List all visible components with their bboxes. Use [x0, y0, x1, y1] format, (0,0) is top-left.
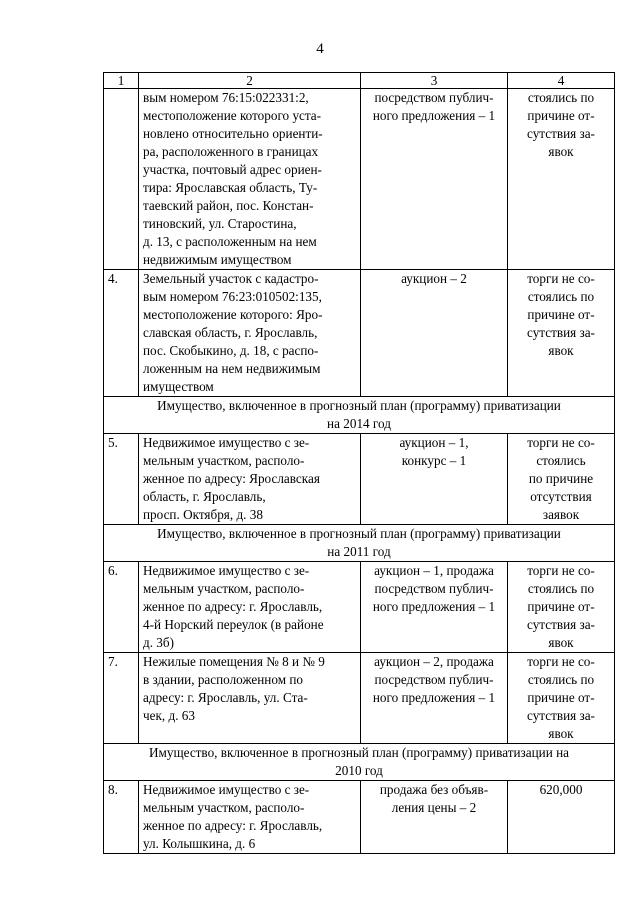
method-line: аукцион – 1, продажа: [374, 563, 494, 578]
section-heading-row: [104, 525, 615, 562]
sale-result: [508, 653, 615, 744]
description-line: таевский район, пос. Констан-: [143, 198, 314, 213]
row-number: [104, 89, 139, 270]
description-line: чек, д. 63: [143, 708, 195, 723]
description-line: ложенным на нем недвижимым: [143, 361, 321, 376]
method-line: конкурс – 1: [401, 453, 467, 468]
result-line: стоялись по: [527, 581, 595, 596]
description-line: д. 3б): [143, 635, 174, 650]
description-line: вым номером 76:23:010502:135,: [143, 289, 322, 304]
sale-method: [361, 434, 508, 525]
description-line: мельным участком, располо-: [143, 800, 305, 815]
description-line: ул. Колышкина, д. 6: [143, 836, 256, 851]
description-line: в здании, расположенном по: [143, 672, 303, 687]
section-heading-line: Имущество, включенное в прогнозный план (программу) приватизации на: [149, 745, 569, 760]
section-heading-line: на 2014 год: [327, 416, 391, 431]
column-number-2: 2: [139, 73, 361, 89]
description-line: адресу: г. Ярославль, ул. Ста-: [143, 690, 308, 705]
result-line: причине от-: [527, 307, 595, 322]
table-row: [104, 89, 615, 270]
method-line: посредством публич-: [374, 90, 494, 105]
result-line: торги не со-: [527, 271, 595, 286]
description-line: недвижимым имуществом: [143, 252, 292, 267]
section-heading-row: [104, 744, 615, 781]
sale-method: [361, 781, 508, 854]
section-heading-row: [104, 397, 615, 434]
method-line: аукцион – 2, продажа: [374, 654, 494, 669]
result-line: стоялись по: [527, 289, 595, 304]
table-row: [104, 434, 615, 525]
description-line: женное по адресу: г. Ярославль,: [143, 599, 323, 614]
table-row: [104, 270, 615, 397]
property-description: [139, 89, 361, 270]
description-line: Недвижимое имущество с зе-: [143, 435, 310, 450]
column-number-1: 1: [104, 73, 139, 89]
description-line: местоположение которого: Яро-: [143, 307, 323, 322]
property-description: [139, 781, 361, 854]
section-heading-line: 2010 год: [335, 763, 383, 778]
section-heading: [104, 525, 615, 562]
result-line: по причине: [528, 471, 594, 486]
property-description: [139, 653, 361, 744]
table-row: [104, 562, 615, 653]
description-line: тира: Ярославская область, Ту-: [143, 180, 318, 195]
result-line: причине от-: [527, 108, 595, 123]
result-line: явок: [548, 343, 574, 358]
sale-method: [361, 653, 508, 744]
section-heading: [104, 744, 615, 781]
result-line: стоялись по: [527, 90, 595, 105]
result-line: стоялись по: [527, 672, 595, 687]
result-line: сутствия за-: [527, 325, 595, 340]
property-description: [139, 434, 361, 525]
result-line: причине от-: [527, 599, 595, 614]
sale-method: [361, 270, 508, 397]
description-line: Недвижимое имущество с зе-: [143, 782, 310, 797]
result-line: сутствия за-: [527, 617, 595, 632]
description-line: женное по адресу: г. Ярославль,: [143, 818, 323, 833]
method-line: ного предложения – 1: [372, 690, 496, 705]
method-line: аукцион – 1,: [399, 435, 469, 450]
description-line: область, г. Ярославль,: [143, 489, 266, 504]
sale-result: [508, 270, 615, 397]
description-line: славская область, г. Ярославль,: [143, 325, 318, 340]
description-line: Нежилые помещения № 8 и № 9: [143, 654, 325, 669]
result-line: явок: [548, 726, 574, 741]
description-line: тиновский, ул. Старостина,: [143, 216, 297, 231]
description-line: имуществом: [143, 379, 214, 394]
result-line: заявок: [542, 507, 580, 522]
description-line: пос. Скобыкино, д. 18, с распо-: [143, 343, 319, 358]
description-line: просп. Октября, д. 38: [143, 507, 263, 522]
description-line: ра, расположенного в границах: [143, 144, 319, 159]
description-line: вым номером 76:15:022331:2,: [143, 90, 309, 105]
result-line: причине от-: [527, 690, 595, 705]
result-line: 620,000: [539, 782, 583, 797]
result-line: торги не со-: [527, 435, 595, 450]
description-line: 4-й Норский переулок (в районе: [143, 617, 324, 632]
method-line: ного предложения – 1: [372, 599, 496, 614]
sale-result: [508, 781, 615, 854]
result-line: торги не со-: [527, 654, 595, 669]
row-number: 4.: [104, 270, 139, 397]
section-heading: [104, 397, 615, 434]
sale-method: [361, 89, 508, 270]
description-line: Недвижимое имущество с зе-: [143, 563, 310, 578]
method-line: посредством публич-: [374, 581, 494, 596]
result-line: сутствия за-: [527, 708, 595, 723]
row-number: 8.: [104, 781, 139, 854]
property-description: [139, 270, 361, 397]
description-line: местоположение которого уста-: [143, 108, 322, 123]
table-row: [104, 781, 615, 854]
privatization-table: [103, 72, 615, 854]
result-line: торги не со-: [527, 563, 595, 578]
row-number: 6.: [104, 562, 139, 653]
result-line: сутствия за-: [527, 126, 595, 141]
table-row: [104, 653, 615, 744]
result-line: отсутствия: [530, 489, 592, 504]
method-line: продажа без объяв-: [379, 782, 489, 797]
method-line: аукцион – 2: [401, 271, 467, 286]
section-heading-line: на 2011 год: [327, 544, 391, 559]
description-line: новлено относительно ориенти-: [143, 126, 323, 141]
column-number-3: 3: [361, 73, 508, 89]
page-number: 4: [316, 41, 324, 57]
section-heading-line: Имущество, включенное в прогнозный план (программу) приватизации: [157, 398, 561, 413]
result-line: явок: [548, 144, 574, 159]
method-line: ного предложения – 1: [372, 108, 496, 123]
description-line: мельным участком, располо-: [143, 581, 305, 596]
row-number: 5.: [104, 434, 139, 525]
description-line: Земельный участок с кадастро-: [143, 271, 319, 286]
result-line: стоялись: [536, 453, 586, 468]
row-number: 7.: [104, 653, 139, 744]
description-line: участка, почтовый адрес ориен-: [143, 162, 322, 177]
sale-result: [508, 89, 615, 270]
sale-result: [508, 434, 615, 525]
column-number-4: 4: [508, 73, 615, 89]
sale-result: [508, 562, 615, 653]
column-number-row: [104, 73, 615, 89]
result-line: явок: [548, 635, 574, 650]
section-heading-line: Имущество, включенное в прогнозный план (программу) приватизации: [157, 526, 561, 541]
sale-method: [361, 562, 508, 653]
property-description: [139, 562, 361, 653]
description-line: женное по адресу: Ярославская: [143, 471, 320, 486]
method-line: ления цены – 2: [391, 800, 477, 815]
description-line: мельным участком, располо-: [143, 453, 305, 468]
description-line: д. 13, с расположенным на нем: [143, 234, 317, 249]
table-body: [104, 73, 615, 854]
method-line: посредством публич-: [374, 672, 494, 687]
